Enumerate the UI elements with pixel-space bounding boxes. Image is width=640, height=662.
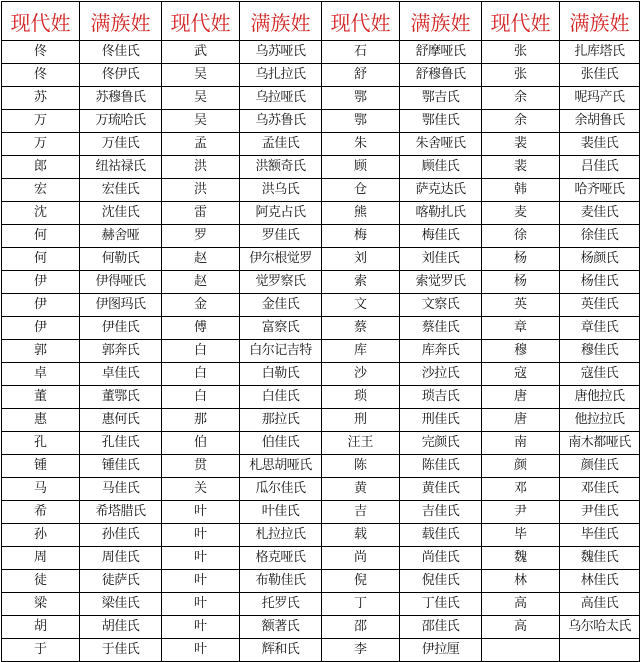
modern-surname-cell: 黄 (322, 478, 400, 501)
manchu-surname-cell: 章佳氏 (560, 317, 640, 340)
table-row (2, 524, 640, 547)
table-row (2, 317, 640, 340)
manchu-surname-cell: 札拉拉氏 (240, 524, 322, 547)
manchu-surname-cell: 陈佳氏 (400, 455, 482, 478)
manchu-surname-cell: 格克哑氏 (240, 547, 322, 570)
modern-surname-cell: 叶 (162, 547, 240, 570)
manchu-surname-cell: 完颜氏 (400, 432, 482, 455)
manchu-surname-cell: 金佳氏 (240, 294, 322, 317)
modern-surname-cell: 马 (2, 478, 80, 501)
table-row (2, 156, 640, 179)
manchu-surname-cell: 鄂佳氏 (400, 110, 482, 133)
modern-surname-cell: 胡 (2, 616, 80, 639)
manchu-surname-cell: 托罗氏 (240, 593, 322, 616)
table-row (2, 455, 640, 478)
modern-surname-cell: 那 (162, 409, 240, 432)
modern-surname-cell: 佟 (2, 41, 80, 64)
manchu-surname-cell: 宏佳氏 (80, 179, 162, 202)
manchu-surname-cell: 于佳氏 (80, 639, 162, 662)
manchu-surname-cell: 载佳氏 (400, 524, 482, 547)
modern-surname-cell: 邵 (322, 616, 400, 639)
modern-surname-cell: 佟 (2, 64, 80, 87)
modern-surname-cell: 高 (482, 616, 560, 639)
manchu-surname-cell: 伊得哑氏 (80, 271, 162, 294)
manchu-surname-cell: 万琉哈氏 (80, 110, 162, 133)
modern-surname-cell: 徐 (482, 225, 560, 248)
manchu-surname-cell: 乌苏鲁氏 (240, 110, 322, 133)
table-row (2, 87, 640, 110)
manchu-surname-cell: 邵佳氏 (400, 616, 482, 639)
manchu-surname-cell: 胡佳氏 (80, 616, 162, 639)
manchu-surname-cell: 徒萨氏 (80, 570, 162, 593)
manchu-surname-cell: 叶佳氏 (240, 501, 322, 524)
manchu-surname-cell: 尹佳氏 (560, 501, 640, 524)
modern-surname-cell (482, 639, 560, 662)
manchu-surname-cell: 舒摩哑氏 (400, 41, 482, 64)
modern-surname-cell: 伊 (2, 294, 80, 317)
manchu-surname-cell (560, 639, 640, 662)
manchu-surname-cell: 伊拉厘 (400, 639, 482, 662)
manchu-surname-cell: 白勒氏 (240, 363, 322, 386)
modern-surname-cell: 周 (2, 547, 80, 570)
table-row (2, 409, 640, 432)
table-row (2, 593, 640, 616)
modern-surname-cell: 叶 (162, 593, 240, 616)
manchu-surname-cell: 梁佳氏 (80, 593, 162, 616)
modern-surname-cell: 余 (482, 110, 560, 133)
modern-surname-cell: 南 (482, 432, 560, 455)
modern-surname-cell: 白 (162, 363, 240, 386)
manchu-surname-cell: 颜佳氏 (560, 455, 640, 478)
table-row (2, 202, 640, 225)
manchu-surname-cell: 毕佳氏 (560, 524, 640, 547)
manchu-surname-cell: 卓佳氏 (80, 363, 162, 386)
manchu-surname-cell: 寇佳氏 (560, 363, 640, 386)
modern-surname-cell: 白 (162, 386, 240, 409)
modern-surname-cell: 刑 (322, 409, 400, 432)
modern-surname-cell: 顾 (322, 156, 400, 179)
modern-surname-cell: 刘 (322, 248, 400, 271)
modern-surname-cell: 穆 (482, 340, 560, 363)
manchu-surname-cell: 觉罗察氏 (240, 271, 322, 294)
modern-surname-cell: 陈 (322, 455, 400, 478)
modern-surname-cell: 吉 (322, 501, 400, 524)
manchu-surname-cell: 林佳氏 (560, 570, 640, 593)
table-row (2, 225, 640, 248)
manchu-surname-cell: 张佳氏 (560, 64, 640, 87)
manchu-surname-cell: 伊图玛氏 (80, 294, 162, 317)
modern-surname-cell: 惠 (2, 409, 80, 432)
modern-surname-cell: 汪王 (322, 432, 400, 455)
table-row (2, 478, 640, 501)
manchu-surname-cell: 索觉罗氏 (400, 271, 482, 294)
manchu-surname-cell: 布勒佳氏 (240, 570, 322, 593)
table-row (2, 432, 640, 455)
modern-surname-cell: 伊 (2, 317, 80, 340)
manchu-surname-cell: 额著氏 (240, 616, 322, 639)
manchu-surname-cell: 哈齐哑氏 (560, 179, 640, 202)
modern-surname-cell: 唐 (482, 386, 560, 409)
modern-surname-cell: 何 (2, 248, 80, 271)
manchu-surname-cell: 邓佳氏 (560, 478, 640, 501)
modern-surname-cell: 叶 (162, 524, 240, 547)
table-row (2, 639, 640, 662)
manchu-surname-cell: 孟佳氏 (240, 133, 322, 156)
manchu-surname-cell: 佟佳氏 (80, 41, 162, 64)
modern-surname-cell: 石 (322, 41, 400, 64)
manchu-surname-cell: 徐佳氏 (560, 225, 640, 248)
modern-surname-cell: 毕 (482, 524, 560, 547)
manchu-surname-cell: 琐吉氏 (400, 386, 482, 409)
modern-surname-cell: 舒 (322, 64, 400, 87)
modern-surname-cell: 于 (2, 639, 80, 662)
table-row (2, 547, 640, 570)
manchu-surname-cell: 魏佳氏 (560, 547, 640, 570)
modern-surname-cell: 卓 (2, 363, 80, 386)
modern-surname-cell: 唐 (482, 409, 560, 432)
manchu-surname-cell: 惠何氏 (80, 409, 162, 432)
modern-surname-cell: 赵 (162, 248, 240, 271)
modern-surname-cell: 宏 (2, 179, 80, 202)
manchu-surname-cell: 黄佳氏 (400, 478, 482, 501)
header-modern-surname: 现代姓 (322, 2, 400, 41)
modern-surname-cell: 孙 (2, 524, 80, 547)
modern-surname-cell: 徒 (2, 570, 80, 593)
manchu-surname-cell: 裴佳氏 (560, 133, 640, 156)
manchu-surname-cell: 吉佳氏 (400, 501, 482, 524)
modern-surname-cell: 赵 (162, 271, 240, 294)
table-row (2, 386, 640, 409)
modern-surname-cell: 伯 (162, 432, 240, 455)
manchu-surname-cell: 马佳氏 (80, 478, 162, 501)
manchu-surname-cell: 纽祜禄氏 (80, 156, 162, 179)
manchu-surname-cell: 南木都哑氏 (560, 432, 640, 455)
modern-surname-cell: 文 (322, 294, 400, 317)
modern-surname-cell: 杨 (482, 271, 560, 294)
manchu-surname-cell: 白尔记吉特 (240, 340, 322, 363)
modern-surname-cell: 洪 (162, 156, 240, 179)
modern-surname-cell: 李 (322, 639, 400, 662)
table-row (2, 248, 640, 271)
manchu-surname-cell: 舒穆鲁氏 (400, 64, 482, 87)
manchu-surname-cell: 希塔腊氏 (80, 501, 162, 524)
manchu-surname-cell: 唐他拉氏 (560, 386, 640, 409)
modern-surname-cell: 仓 (322, 179, 400, 202)
manchu-surname-cell: 刑佳氏 (400, 409, 482, 432)
manchu-surname-cell: 丁佳氏 (400, 593, 482, 616)
modern-surname-cell: 高 (482, 593, 560, 616)
modern-surname-cell: 傅 (162, 317, 240, 340)
manchu-surname-cell: 孔佳氏 (80, 432, 162, 455)
header-manchu-surname: 满族姓 (560, 2, 640, 41)
modern-surname-cell: 林 (482, 570, 560, 593)
modern-surname-cell: 沙 (322, 363, 400, 386)
manchu-surname-cell: 杨颜氏 (560, 248, 640, 271)
manchu-surname-cell: 乌尔哈太氏 (560, 616, 640, 639)
modern-surname-cell: 载 (322, 524, 400, 547)
manchu-surname-cell: 乌苏哑氏 (240, 41, 322, 64)
modern-surname-cell: 蔡 (322, 317, 400, 340)
manchu-surname-cell: 余胡鲁氏 (560, 110, 640, 133)
modern-surname-cell: 韩 (482, 179, 560, 202)
modern-surname-cell: 吴 (162, 110, 240, 133)
manchu-surname-cell: 穆佳氏 (560, 340, 640, 363)
modern-surname-cell: 雷 (162, 202, 240, 225)
modern-surname-cell: 万 (2, 133, 80, 156)
manchu-surname-cell: 佟伊氏 (80, 64, 162, 87)
modern-surname-cell: 吴 (162, 87, 240, 110)
modern-surname-cell: 郎 (2, 156, 80, 179)
modern-surname-cell: 金 (162, 294, 240, 317)
manchu-surname-cell: 郭奔氏 (80, 340, 162, 363)
manchu-surname-cell: 沈佳氏 (80, 202, 162, 225)
modern-surname-cell: 麦 (482, 202, 560, 225)
manchu-surname-cell: 文察氏 (400, 294, 482, 317)
modern-surname-cell: 章 (482, 317, 560, 340)
manchu-surname-cell: 梅佳氏 (400, 225, 482, 248)
manchu-surname-cell: 高佳氏 (560, 593, 640, 616)
modern-surname-cell: 裴 (482, 156, 560, 179)
manchu-surname-cell: 杨佳氏 (560, 271, 640, 294)
manchu-surname-cell: 孙佳氏 (80, 524, 162, 547)
modern-surname-cell: 孟 (162, 133, 240, 156)
manchu-surname-cell: 乌拉哑氏 (240, 87, 322, 110)
modern-surname-cell: 叶 (162, 639, 240, 662)
manchu-surname-cell: 赫舍哑 (80, 225, 162, 248)
manchu-surname-cell: 白佳氏 (240, 386, 322, 409)
modern-surname-cell: 鄂 (322, 87, 400, 110)
modern-surname-cell: 张 (482, 64, 560, 87)
modern-surname-cell: 贯 (162, 455, 240, 478)
manchu-surname-cell: 沙拉氏 (400, 363, 482, 386)
modern-surname-cell: 寇 (482, 363, 560, 386)
modern-surname-cell: 希 (2, 501, 80, 524)
modern-surname-cell: 尹 (482, 501, 560, 524)
manchu-surname-cell: 库奔氏 (400, 340, 482, 363)
manchu-surname-cell: 董鄂氏 (80, 386, 162, 409)
manchu-surname-cell: 他拉拉氏 (560, 409, 640, 432)
manchu-surname-cell: 洪乌氏 (240, 179, 322, 202)
modern-surname-cell: 朱 (322, 133, 400, 156)
modern-surname-cell: 尚 (322, 547, 400, 570)
table-row (2, 616, 640, 639)
modern-surname-cell: 罗 (162, 225, 240, 248)
modern-surname-cell: 熊 (322, 202, 400, 225)
manchu-surname-cell: 英佳氏 (560, 294, 640, 317)
modern-surname-cell: 邓 (482, 478, 560, 501)
manchu-surname-cell: 何勒氏 (80, 248, 162, 271)
modern-surname-cell: 梅 (322, 225, 400, 248)
manchu-surname-cell: 锺佳氏 (80, 455, 162, 478)
modern-surname-cell: 梁 (2, 593, 80, 616)
modern-surname-cell: 张 (482, 41, 560, 64)
manchu-surname-cell: 富察氏 (240, 317, 322, 340)
manchu-surname-cell: 倪佳氏 (400, 570, 482, 593)
manchu-surname-cell: 吕佳氏 (560, 156, 640, 179)
manchu-surname-cell: 顾佳氏 (400, 156, 482, 179)
table-row (2, 363, 640, 386)
manchu-surname-cell: 周佳氏 (80, 547, 162, 570)
modern-surname-cell: 吴 (162, 64, 240, 87)
modern-surname-cell: 英 (482, 294, 560, 317)
manchu-surname-cell: 喀勒扎氏 (400, 202, 482, 225)
manchu-surname-cell: 乌扎拉氏 (240, 64, 322, 87)
modern-surname-cell: 洪 (162, 179, 240, 202)
table-row (2, 110, 640, 133)
header-manchu-surname: 满族姓 (80, 2, 162, 41)
manchu-surname-cell: 伊尔根觉罗 (240, 248, 322, 271)
modern-surname-cell: 倪 (322, 570, 400, 593)
modern-surname-cell: 库 (322, 340, 400, 363)
manchu-surname-cell: 尚佳氏 (400, 547, 482, 570)
modern-surname-cell: 余 (482, 87, 560, 110)
manchu-surname-cell: 扎库塔氏 (560, 41, 640, 64)
manchu-surname-cell: 伊佳氏 (80, 317, 162, 340)
modern-surname-cell: 裴 (482, 133, 560, 156)
manchu-surname-cell: 辉和氏 (240, 639, 322, 662)
table-row (2, 271, 640, 294)
table-row (2, 294, 640, 317)
modern-surname-cell: 颜 (482, 455, 560, 478)
table-row (2, 340, 640, 363)
modern-surname-cell: 杨 (482, 248, 560, 271)
modern-surname-cell: 武 (162, 41, 240, 64)
table-row (2, 41, 640, 64)
manchu-surname-cell: 苏穆鲁氏 (80, 87, 162, 110)
modern-surname-cell: 何 (2, 225, 80, 248)
manchu-surname-cell: 罗佳氏 (240, 225, 322, 248)
table-row (2, 179, 640, 202)
manchu-surname-cell: 伯佳氏 (240, 432, 322, 455)
manchu-surname-cell: 朱舍哑氏 (400, 133, 482, 156)
modern-surname-cell: 关 (162, 478, 240, 501)
modern-surname-cell: 郭 (2, 340, 80, 363)
modern-surname-cell: 沈 (2, 202, 80, 225)
manchu-surname-cell: 呢玛产氏 (560, 87, 640, 110)
manchu-surname-cell: 阿克占氏 (240, 202, 322, 225)
modern-surname-cell: 孔 (2, 432, 80, 455)
manchu-surname-cell: 萨克达氏 (400, 179, 482, 202)
header-modern-surname: 现代姓 (162, 2, 240, 41)
header-manchu-surname: 满族姓 (240, 2, 322, 41)
table-row (2, 501, 640, 524)
modern-surname-cell: 董 (2, 386, 80, 409)
modern-surname-cell: 鄂 (322, 110, 400, 133)
header-row (2, 2, 640, 41)
manchu-surname-cell: 蔡佳氏 (400, 317, 482, 340)
modern-surname-cell: 索 (322, 271, 400, 294)
modern-surname-cell: 白 (162, 340, 240, 363)
table-row (2, 570, 640, 593)
modern-surname-cell: 锺 (2, 455, 80, 478)
modern-surname-cell: 丁 (322, 593, 400, 616)
modern-surname-cell: 叶 (162, 570, 240, 593)
manchu-surname-cell: 那拉氏 (240, 409, 322, 432)
surname-table (1, 1, 640, 662)
header-modern-surname: 现代姓 (482, 2, 560, 41)
manchu-surname-cell: 札思胡哑氏 (240, 455, 322, 478)
table-row (2, 64, 640, 87)
modern-surname-cell: 叶 (162, 616, 240, 639)
modern-surname-cell: 叶 (162, 501, 240, 524)
modern-surname-cell: 万 (2, 110, 80, 133)
manchu-surname-cell: 万佳氏 (80, 133, 162, 156)
manchu-surname-cell: 刘佳氏 (400, 248, 482, 271)
table-body (2, 41, 640, 662)
manchu-surname-cell: 鄂吉氏 (400, 87, 482, 110)
header-manchu-surname: 满族姓 (400, 2, 482, 41)
header-modern-surname: 现代姓 (2, 2, 80, 41)
modern-surname-cell: 琐 (322, 386, 400, 409)
manchu-surname-cell: 洪额奇氏 (240, 156, 322, 179)
modern-surname-cell: 苏 (2, 87, 80, 110)
modern-surname-cell: 伊 (2, 271, 80, 294)
modern-surname-cell: 魏 (482, 547, 560, 570)
table-row (2, 133, 640, 156)
manchu-surname-cell: 瓜尔佳氏 (240, 478, 322, 501)
manchu-surname-cell: 麦佳氏 (560, 202, 640, 225)
